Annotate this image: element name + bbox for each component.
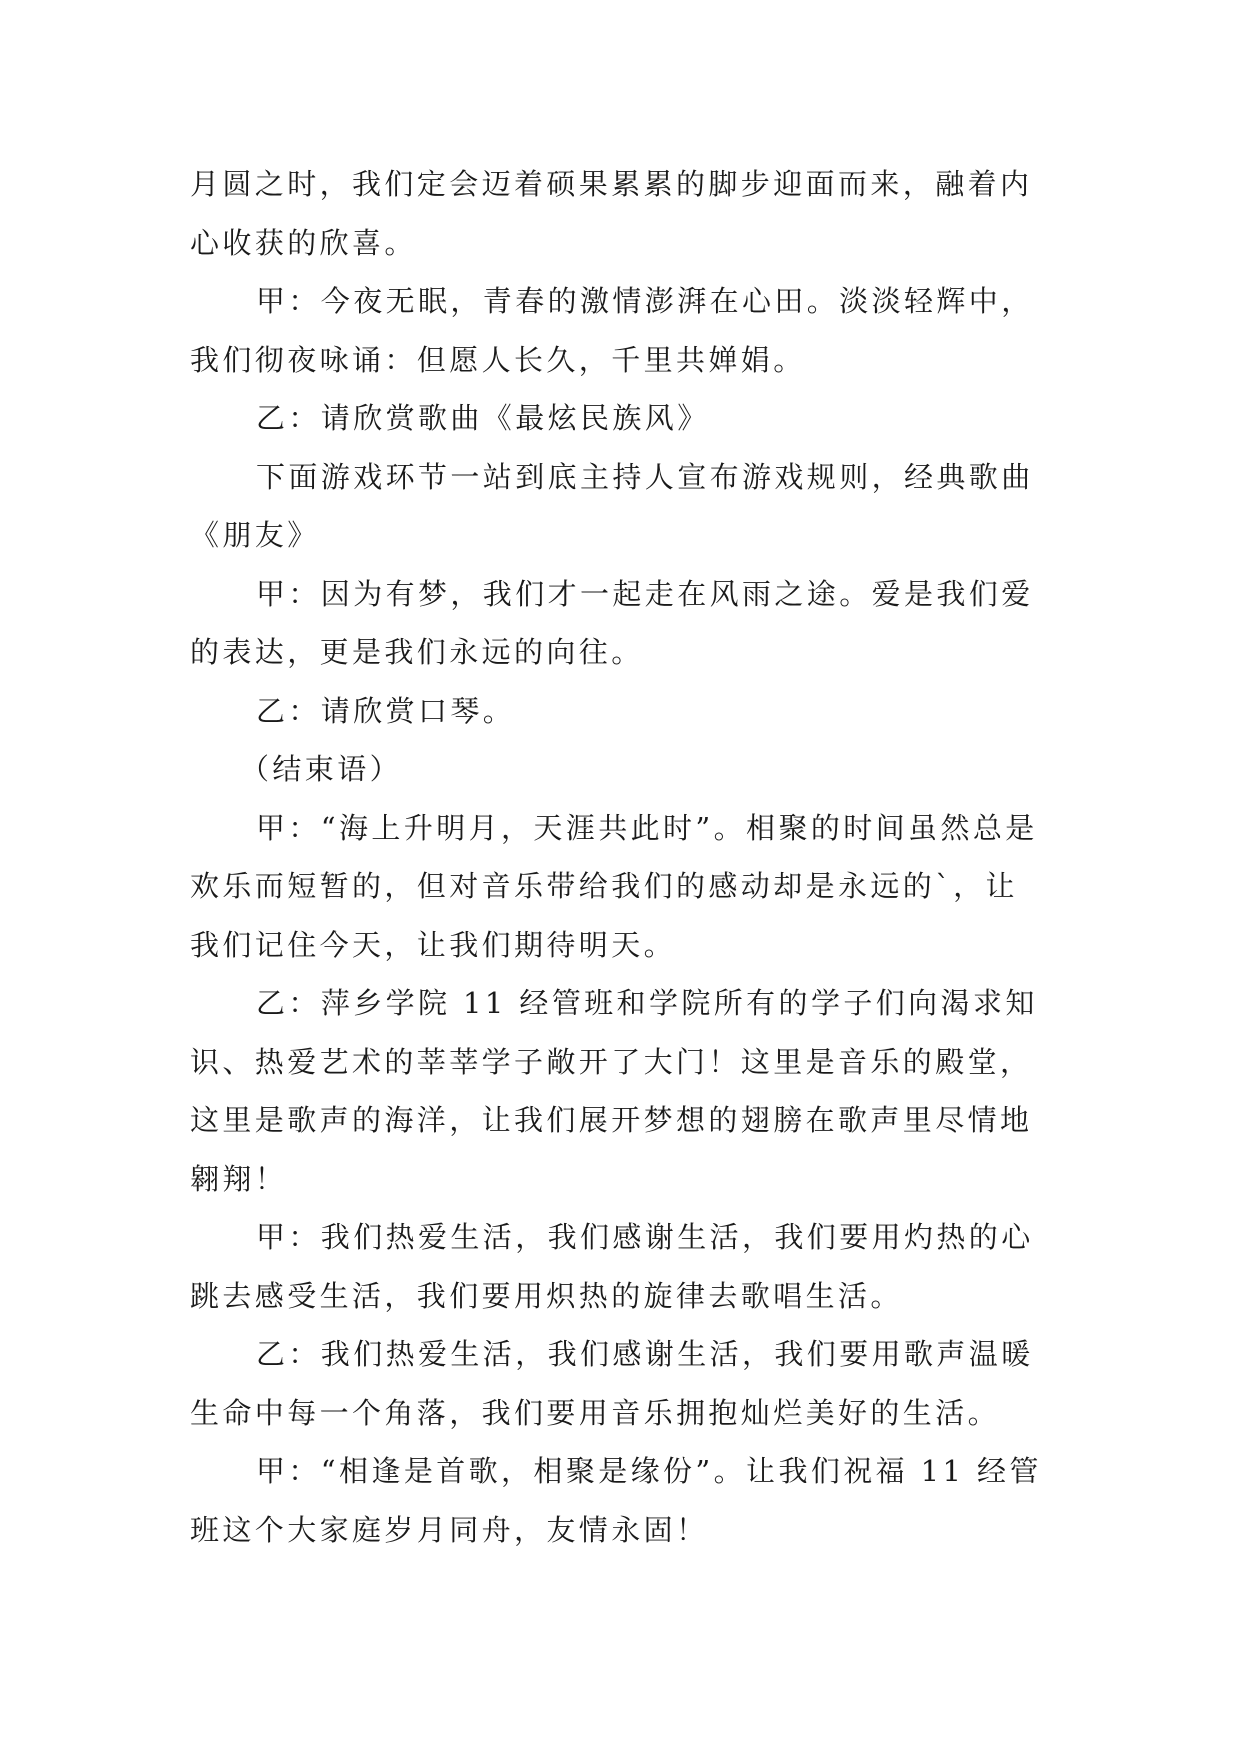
text-line: 翱翔！	[190, 1161, 288, 1196]
paragraph-start-line: 乙：请欣赏口琴。	[256, 693, 516, 728]
text-line: 跳去感受生活，我们要用炽热的旋律去歌唱生活。	[190, 1278, 903, 1313]
text-line: 月圆之时，我们定会迈着硕果累累的脚步迎面而来，融着内	[190, 167, 1033, 201]
text-line: 这里是歌声的海洋，让我们展开梦想的翅膀在歌声里尽情地	[190, 1103, 1033, 1137]
text-line: 心收获的欣喜。	[190, 225, 417, 260]
text-line: 《朋友》	[190, 518, 320, 552]
paragraph-start-line: 甲：今夜无眠，青春的激情澎湃在心田。淡淡轻辉中，	[256, 284, 1034, 318]
text-line: 班这个大家庭岁月同舟，友情永固！	[190, 1512, 709, 1547]
paragraph-start-line: 乙：萍乡学院 11 经管班和学院所有的学子们向渴求知	[256, 986, 1038, 1020]
paragraph-start-line: 甲：因为有梦，我们才一起走在风雨之途。爱是我们爱	[256, 576, 1034, 611]
paragraph-start-line: 下面游戏环节一站到底主持人宣布游戏规则，经典歌曲	[256, 459, 1034, 494]
paragraph-start-line: 甲：“海上升明月，天涯共此时”。相聚的时间虽然总是	[256, 810, 1038, 845]
text-line: 生命中每一个角落，我们要用音乐拥抱灿烂美好的生活。	[190, 1395, 1001, 1430]
paragraph-start-line: 乙：请欣赏歌曲《最炫民族风》	[256, 401, 710, 435]
document-body	[190, 155, 1050, 1559]
paragraph-start-line: 甲：我们热爱生活，我们感谢生活，我们要用灼热的心	[256, 1220, 1034, 1254]
text-line: 我们彻夜咏诵：但愿人长久，千里共婵娟。	[190, 342, 806, 377]
section-heading: （结束语）	[240, 752, 403, 786]
paragraph-start-line: 乙：我们热爱生活，我们感谢生活，我们要用歌声温暖	[256, 1337, 1034, 1371]
text-line: 的表达，更是我们永远的向往。	[190, 635, 644, 669]
text-line: 我们记住今天，让我们期待明天。	[190, 927, 677, 962]
text-line: 欢乐而短暂的，但对音乐带给我们的感动却是永远的`，让	[190, 869, 1018, 903]
text-line: 识、热爱艺术的莘莘学子敞开了大门！这里是音乐的殿堂，	[190, 1044, 1033, 1079]
paragraph-start-line: 甲：“相逢是首歌，相聚是缘份”。让我们祝福 11 经管	[256, 1454, 1042, 1488]
